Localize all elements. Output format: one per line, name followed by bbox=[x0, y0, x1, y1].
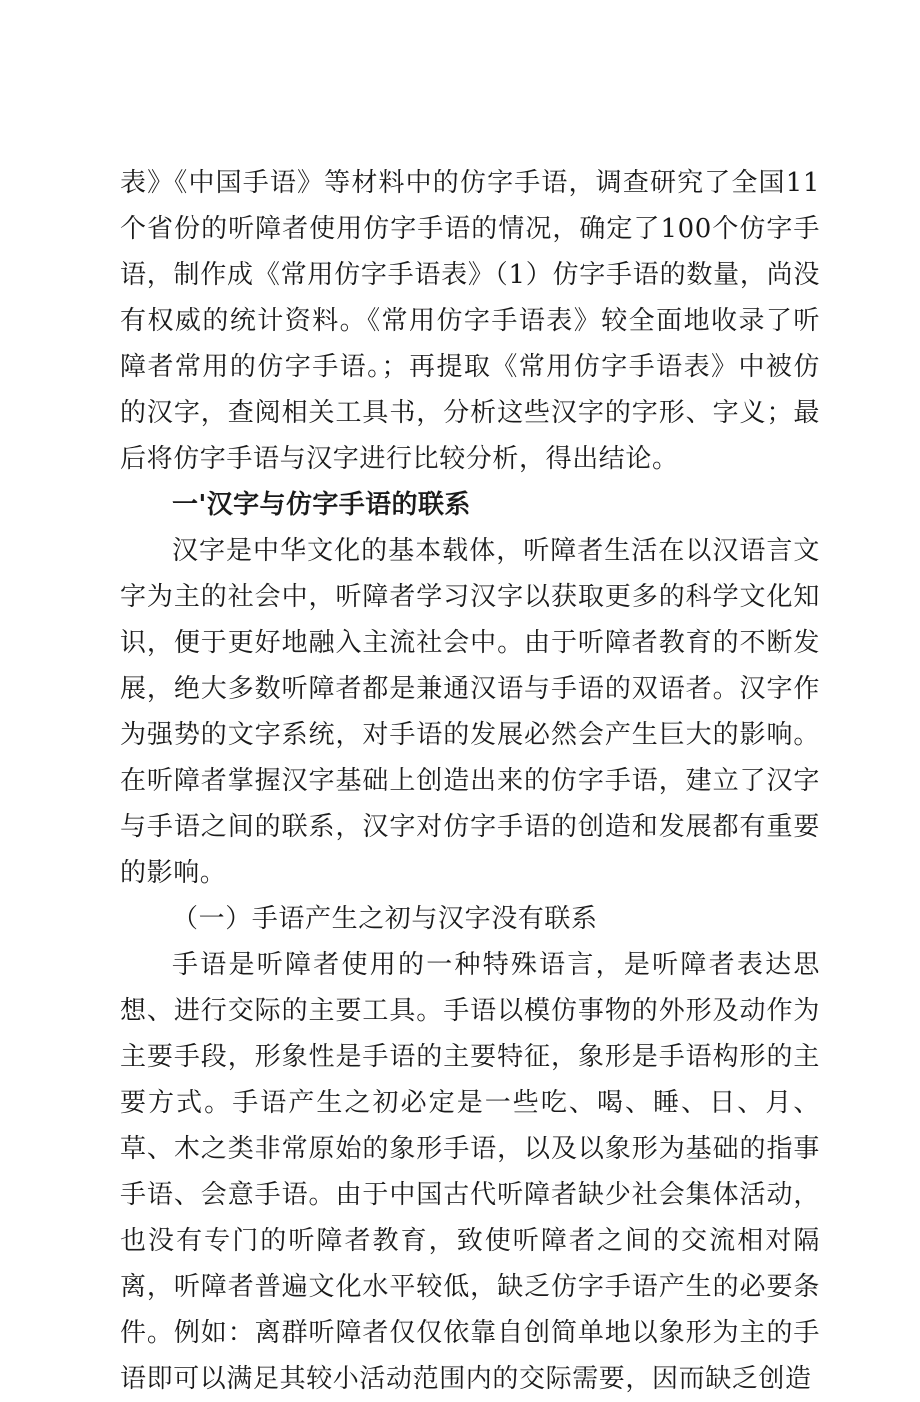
paragraph-sign-language-origin: 手语是听障者使用的一种特殊语言，是听障者表达思想、进行交际的主要工具。手语以模仿事物的外形及动作为主要手段，形象性是手语的主要特征，象形是手语构形的主要方式。手语产生之初必定是一些吃、喝、睡、日、月、草、木之类非常原始的象形手语，以及以象形为基础的指事手语、会意手语。由于中国古代听障者缺少社会集体活动，也没有专门的听障者教育，致使听障者之间的交流相对隔离，听障者普遍文化水平较低，缺乏仿字手语产生的必要条件。例如：离群听障者仅仅依靠自创简单地以象形为主的手语即可以满足其较小活动范围内的交际需要，因而缺乏创造 bbox=[120, 950, 820, 1394]
subsection-heading-1: （一）手语产生之初与汉字没有联系 bbox=[172, 904, 598, 934]
section-heading-1: 一'汉字与仿字手语的联系 bbox=[172, 490, 471, 520]
document-body bbox=[120, 160, 820, 1402]
intro-paragraph: 表》《中国手语》等材料中的仿字手语，调查研究了全国11个省份的听障者使用仿字手语的情况，确定了100个仿字手语，制作成《常用仿字手语表》（1）仿字手语的数量，尚没有权威的统计资料。《常用仿字手语表》较全面地收录了听障者常用的仿字手语。；再提取《常用仿字手语表》中被仿的汉字，查阅相关工具书，分析这些汉字的字形、字义；最后将仿字手语与汉字进行比较分析，得出结论。 bbox=[120, 168, 820, 474]
paragraph-chinese-characters: 汉字是中华文化的基本载体，听障者生活在以汉语言文字为主的社会中，听障者学习汉字以获取更多的科学文化知识，便于更好地融入主流社会中。由于听障者教育的不断发展，绝大多数听障者都是兼通汉语与手语的双语者。汉字作为强势的文字系统，对手语的发展必然会产生巨大的影响。在听障者掌握汉字基础上创造出来的仿字手语，建立了汉字与手语之间的联系，汉字对仿字手语的创造和发展都有重要的影响。 bbox=[120, 536, 820, 888]
